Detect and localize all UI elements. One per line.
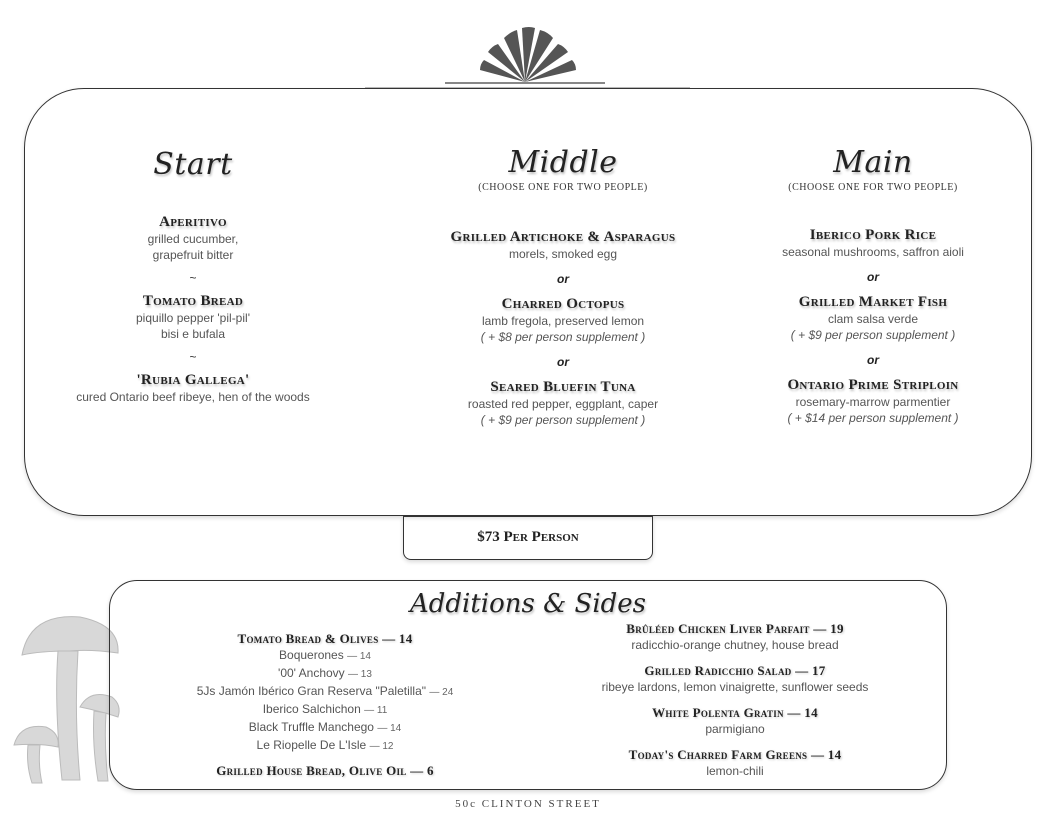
- house-bread: Grilled House Bread, Olive Oil — 6: [216, 763, 434, 778]
- sides-title: Additions & Sides: [409, 589, 647, 619]
- item-price: — 11: [364, 705, 388, 716]
- sides-heading-name: Tomato Bread & Olives: [237, 631, 379, 646]
- supplement: ( + $14 per person supplement ): [787, 411, 959, 425]
- additions-sides-card: [109, 580, 947, 790]
- or-separator: or: [557, 355, 569, 369]
- item-name: Iberico Salchichon: [262, 702, 361, 716]
- sides-right-column: [570, 621, 900, 779]
- item-price: — 14: [347, 651, 371, 662]
- tasting-menu-card: [24, 88, 1032, 516]
- item-name: White Polenta Gratin: [652, 705, 784, 720]
- item-price: — 12: [369, 741, 394, 752]
- sides-left-column: [170, 631, 480, 779]
- main-title: Main: [833, 145, 913, 180]
- side-dish-desc: lemon-chili: [706, 764, 764, 778]
- choose-note: (CHOOSE ONE FOR TWO PEOPLE): [788, 182, 958, 193]
- list-item: [170, 701, 480, 719]
- side-dish-desc: parmigiano: [705, 722, 765, 736]
- side-dish-desc: radicchio-orange chutney, house bread: [631, 638, 839, 652]
- sides-heading-price: — 14: [382, 631, 413, 646]
- dish-desc: grilled cucumber,: [147, 232, 239, 246]
- list-item: [170, 665, 480, 683]
- list-item: [170, 647, 480, 665]
- side-dish-name: [570, 663, 900, 679]
- item-name: Boquerones: [279, 648, 344, 662]
- item-name: '00' Anchovy: [278, 666, 345, 680]
- start-column: [63, 89, 323, 405]
- sides-heading: [170, 631, 480, 647]
- item-name: Le Riopelle De L'Isle: [256, 738, 367, 752]
- list-item: [170, 719, 480, 737]
- dish-name: Iberico Pork Rice: [809, 227, 937, 243]
- list-item: [170, 683, 480, 701]
- dish-desc: bisi e bufala: [160, 327, 226, 341]
- item-name: Black Truffle Manchego: [248, 720, 374, 734]
- supplement: ( + $9 per person supplement ): [790, 328, 956, 342]
- item-name: 5Js Jamón Ibérico Gran Reserva "Paletilla": [196, 684, 427, 698]
- dish-name: Grilled Market Fish: [798, 294, 948, 310]
- side-dish-desc: ribeye lardons, lemon vinaigrette, sunflower seeds: [601, 680, 869, 694]
- dish-desc: cured Ontario beef ribeye, hen of the woods: [76, 390, 310, 404]
- item-name: Grilled Radicchio Salad: [644, 663, 792, 678]
- item-price: — 24: [429, 687, 454, 698]
- item-price: — 19: [813, 621, 844, 636]
- dish-name: Aperitivo: [159, 214, 227, 230]
- middle-column: [393, 89, 733, 428]
- dish-name: Tomato Bread: [142, 293, 244, 309]
- choose-note: (CHOOSE ONE FOR TWO PEOPLE): [478, 182, 648, 193]
- dish-desc: morels, smoked egg: [508, 247, 618, 261]
- dish-desc: seasonal mushrooms, saffron aioli: [782, 245, 964, 259]
- address: 50c CLINTON STREET: [455, 798, 601, 810]
- item-name: Brûléed Chicken Liver Parfait: [626, 621, 810, 636]
- main-column: [733, 89, 1013, 426]
- list-item: [170, 737, 480, 755]
- price-per-person: $73 Per Person: [403, 516, 653, 560]
- item-price: — 17: [795, 663, 826, 678]
- dish-name: Seared Bluefin Tuna: [490, 379, 636, 395]
- dish-desc: piquillo pepper 'pil-pil': [136, 311, 250, 325]
- dish-name: 'Rubia Gallega': [136, 372, 250, 388]
- dish-desc: rosemary-marrow parmentier: [795, 395, 951, 409]
- separator: ~: [189, 350, 197, 364]
- supplement: ( + $9 per person supplement ): [480, 413, 646, 427]
- dish-name: Ontario Prime Striploin: [787, 377, 959, 393]
- or-separator: or: [867, 270, 879, 284]
- fan-logo-icon: [440, 20, 610, 90]
- middle-title: Middle: [508, 145, 618, 180]
- supplement: ( + $8 per person supplement ): [480, 330, 646, 344]
- item-price: — 13: [348, 669, 372, 680]
- dish-name: Charred Octopus: [501, 296, 625, 312]
- dish-name: Grilled Artichoke & Asparagus: [450, 229, 676, 245]
- item-price: — 14: [810, 747, 842, 762]
- side-dish-name: [570, 747, 900, 763]
- separator: ~: [189, 271, 197, 285]
- dish-desc: lamb fregola, preserved lemon: [481, 314, 645, 328]
- dish-desc: roasted red pepper, eggplant, caper: [467, 397, 659, 411]
- start-title: Start: [153, 147, 233, 182]
- or-separator: or: [867, 353, 879, 367]
- item-price: — 14: [787, 705, 818, 720]
- item-name: Today's Charred Farm Greens: [628, 747, 808, 762]
- or-separator: or: [557, 272, 569, 286]
- side-dish-name: [570, 705, 900, 721]
- dish-desc: clam salsa verde: [827, 312, 919, 326]
- side-dish-name: [570, 621, 900, 637]
- item-price: — 14: [377, 723, 402, 734]
- dish-desc: grapefruit bitter: [152, 248, 234, 262]
